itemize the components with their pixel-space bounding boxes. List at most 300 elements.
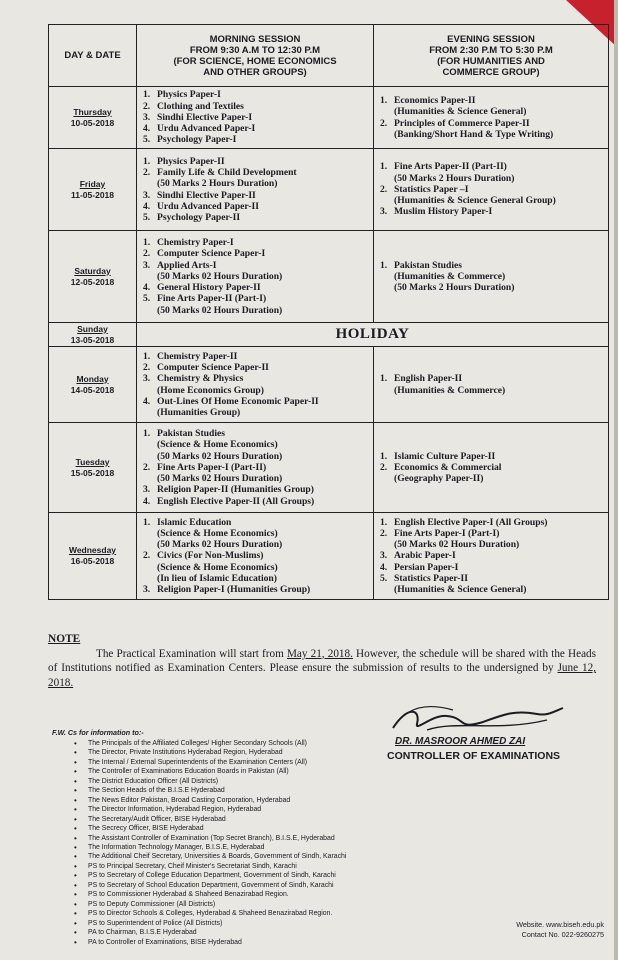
subject-name: English Elective Paper-I (All Groups): [394, 516, 548, 528]
subject-item: [143, 89, 369, 100]
subject-name: Chemistry & Physics: [157, 373, 244, 385]
subject-name: Fine Arts Paper-II (Part-II): [394, 161, 507, 173]
bullet-icon: •: [74, 814, 77, 824]
subject-name: (Science & Home Economics): [157, 439, 278, 451]
day-date-cell: [49, 323, 137, 347]
item-number: 2.: [143, 248, 151, 260]
item-number: [143, 528, 157, 539]
subject-item: [380, 271, 604, 282]
subject-item: [143, 190, 369, 201]
subject-name: Clothing and Textiles: [157, 100, 244, 112]
evening-subject-list: [374, 371, 608, 397]
subject-name: Sindhi Elective Paper-I: [157, 111, 253, 123]
evening-subject-list: [374, 515, 608, 597]
bullet-icon: •: [74, 776, 77, 786]
note-text-2: However, the schedule will be shared with the Heads of Institutions notified as Examination Centers. Please ensure the submission of results to the undersigned by: [48, 647, 596, 675]
exam-date: 14-05-2018: [70, 384, 115, 395]
subject-item: [143, 271, 369, 282]
evening-line: EVENING SESSION: [447, 33, 535, 45]
item-number: 3.: [143, 111, 151, 123]
subject-name: (Humanities & Science General Group): [394, 195, 556, 207]
subject-item: [380, 282, 604, 293]
recipient-text: PS to Director Schools & Colleges, Hyderabad & Shaheed Benazirabad Region.: [88, 910, 333, 918]
header-morning-session: [137, 25, 374, 87]
evening-session-cell: [374, 513, 609, 600]
item-number: 3.: [143, 584, 151, 595]
item-number: 3.: [143, 484, 151, 496]
day-date-cell: [49, 231, 137, 323]
evening-line: (FOR HUMANITIES AND: [437, 55, 545, 67]
recipient-text: The News Editor Pakistan, Broad Casting Corporation, Hyderabad: [88, 796, 291, 804]
recipient-item: [74, 900, 454, 909]
subject-name: Chemistry Paper-II: [157, 350, 238, 362]
evening-session-cell: [374, 347, 609, 423]
subject-name: Muslim History Paper-I: [394, 206, 493, 218]
subject-item: [380, 573, 604, 584]
subject-name: (Science & Home Economics): [157, 527, 278, 539]
subject-item: [143, 201, 369, 212]
subject-name: (Humanities & Commerce): [394, 384, 506, 396]
subject-item: [143, 439, 369, 450]
recipient-item: [74, 881, 454, 890]
header-day-date: DAY & DATE: [49, 25, 137, 87]
morning-session-cell: [137, 231, 374, 323]
item-number: 1.: [380, 450, 388, 462]
item-number: 1.: [380, 95, 388, 107]
item-number: [143, 305, 157, 316]
day-name: Wednesday: [68, 545, 117, 555]
item-number: 1.: [143, 350, 151, 362]
subject-item: [143, 282, 369, 293]
subject-name: Chemistry Paper-I: [157, 237, 234, 249]
bullet-icon: •: [74, 824, 77, 834]
item-number: [380, 539, 394, 550]
item-number: 4.: [143, 495, 151, 507]
item-number: 4.: [143, 282, 151, 294]
subject-name: English Paper-II: [394, 373, 463, 385]
bullet-icon: •: [74, 899, 77, 909]
recipient-text: The Information Technology Manager, B.I.S.E, Hyderabad: [88, 843, 265, 851]
bullet-icon: •: [74, 928, 77, 938]
day-name: Sunday: [77, 323, 108, 334]
item-number: 1.: [143, 237, 151, 249]
day-date-cell: [49, 149, 137, 231]
bullet-icon: •: [74, 757, 77, 767]
bullet-icon: •: [74, 748, 77, 758]
subject-name: Psychology Paper-I: [157, 134, 237, 146]
subject-item: [380, 528, 604, 539]
bullet-icon: •: [74, 739, 77, 748]
evening-session-cell: [374, 149, 609, 231]
bullet-icon: •: [74, 918, 77, 928]
holiday-cell: HOLIDAY: [137, 323, 609, 347]
recipient-item: [74, 862, 454, 871]
subject-name: Economics & Commercial: [394, 461, 502, 473]
bullet-icon: •: [74, 871, 77, 881]
bullet-icon: •: [74, 880, 77, 890]
subject-name: (50 Marks 2 Hours Duration): [157, 178, 278, 190]
subject-item: [143, 407, 369, 418]
subject-item: [380, 451, 604, 462]
exam-date: 13-05-2018: [70, 334, 115, 345]
subject-item: [380, 260, 604, 271]
subject-name: Computer Science Paper-I: [157, 248, 266, 260]
recipient-item: [74, 815, 454, 824]
recipient-item: [74, 796, 454, 805]
bullet-icon: •: [74, 795, 77, 805]
subject-name: (50 Marks 2 Hours Duration): [394, 282, 515, 294]
subject-name: Pakistan Studies: [157, 428, 225, 440]
item-number: 2.: [143, 167, 151, 179]
bullet-icon: •: [74, 767, 77, 777]
subject-item: [143, 123, 369, 134]
subject-item: [380, 550, 604, 561]
recipient-text: PA to Chairman, B.I.S.E Hyderabad: [88, 929, 197, 937]
bullet-icon: •: [74, 861, 77, 871]
evening-subject-list: [374, 258, 608, 296]
item-number: 4.: [380, 561, 388, 573]
schedule-body: [49, 87, 609, 600]
subject-name: (Humanities & Science General): [394, 584, 527, 595]
subject-name: Religion Paper-II (Humanities Group): [157, 484, 314, 496]
website-text: Website. www.biseh.edu.pk: [516, 920, 604, 929]
recipient-item: [74, 938, 454, 947]
subject-item: [380, 118, 604, 129]
day-name: Saturday: [74, 265, 111, 276]
item-number: 1.: [143, 428, 151, 440]
item-number: [143, 407, 157, 418]
item-number: 5.: [380, 572, 388, 584]
item-number: [143, 385, 157, 396]
morning-session-cell: [137, 347, 374, 423]
item-number: [143, 562, 157, 573]
subject-item: [380, 584, 604, 595]
item-number: [143, 451, 157, 462]
morning-session-cell: [137, 149, 374, 231]
bullet-icon: •: [74, 852, 77, 862]
header-evening-session: [374, 25, 609, 87]
recipient-text: The Director, Private Institutions Hyderabad Region, Hyderabad: [88, 749, 283, 757]
recipient-text: The District Education Officer (All Districts): [88, 777, 219, 785]
note-paragraph: [48, 647, 596, 691]
item-number: 4.: [143, 123, 151, 135]
subject-name: (Humanities & Commerce): [394, 270, 506, 282]
item-number: [143, 178, 157, 189]
subject-item: [143, 550, 369, 561]
subject-item: [380, 161, 604, 172]
exam-date: 10-05-2018: [70, 117, 115, 128]
bullet-icon: •: [74, 937, 77, 947]
evening-subject-list: [374, 93, 608, 142]
subject-item: [380, 106, 604, 117]
item-number: [143, 539, 157, 550]
recipient-item: [74, 919, 454, 928]
item-number: [380, 473, 394, 484]
evening-session-cell: [374, 87, 609, 149]
item-number: [380, 129, 394, 140]
item-number: 3.: [143, 373, 151, 385]
recipient-text: PS to Principal Secretary, Cheif Minister's Secretariat Sindh, Karachi: [88, 862, 297, 870]
morning-line: MORNING SESSION: [209, 33, 301, 45]
recipient-item: [74, 852, 454, 861]
item-number: 2.: [143, 100, 151, 112]
exam-date: 15-05-2018: [70, 467, 115, 478]
item-number: 1.: [380, 373, 388, 385]
morning-line: (FOR SCIENCE, HOME ECONOMICS: [173, 55, 337, 67]
morning-subject-list: [137, 154, 373, 225]
recipient-item: [74, 928, 454, 937]
subject-item: [143, 112, 369, 123]
item-number: 2.: [380, 527, 388, 539]
bullet-icon: •: [74, 909, 77, 919]
item-number: 5.: [143, 293, 151, 305]
recipient-text: The Additional Cheif Secretary, Universities & Boards, Government of Sindh, Karachi: [88, 853, 347, 861]
schedule-row: [49, 87, 609, 149]
subject-item: [380, 539, 604, 550]
recipient-text: PS to Secretary of School Education Department, Government of Sindh, Karachi: [88, 881, 334, 889]
item-number: 2.: [380, 183, 388, 195]
item-number: [143, 439, 157, 450]
recipient-item: [74, 834, 454, 843]
subject-name: Statistics Paper-II: [394, 572, 468, 584]
subject-name: Islamic Education: [157, 516, 232, 528]
subject-item: [380, 206, 604, 217]
subject-name: Fine Arts Paper-II (Part-I): [157, 293, 267, 305]
item-number: 2.: [143, 362, 151, 374]
recipient-item: [74, 890, 454, 899]
evening-subject-list: [374, 449, 608, 487]
subject-item: [143, 528, 369, 539]
recipient-text: The Section Heads of the B.I.S.E Hyderabad: [88, 787, 225, 795]
morning-session-cell: [137, 423, 374, 513]
subject-item: [143, 462, 369, 473]
bullet-icon: •: [74, 805, 77, 815]
subject-name: Religion Paper-I (Humanities Group): [157, 584, 311, 595]
subject-name: (50 Marks 02 Hours Duration): [157, 450, 283, 462]
bullet-icon: •: [74, 786, 77, 796]
recipient-text: PA to Controller of Examinations, BISE Hyderabad: [88, 938, 242, 946]
recipient-item: [74, 777, 454, 786]
exam-date: 16-05-2018: [70, 556, 115, 566]
recipient-text: The Principals of the Affiliated Colleges/ Higher Secondary Schools (All): [88, 740, 307, 747]
subject-name: Fine Arts Paper-I (Part-II): [157, 461, 267, 473]
subject-item: [143, 293, 369, 304]
item-number: 1.: [143, 516, 151, 528]
subject-name: Pakistan Studies: [394, 259, 462, 271]
item-number: 3.: [143, 189, 151, 201]
recipient-item: [74, 748, 454, 757]
recipient-item: [74, 767, 454, 776]
subject-item: [380, 195, 604, 206]
subject-item: [143, 351, 369, 362]
recipient-item: [74, 739, 454, 748]
subject-item: [380, 184, 604, 195]
recipient-item: [74, 824, 454, 833]
evening-subject-list: [374, 159, 608, 219]
recipient-item: [74, 805, 454, 814]
subject-item: [143, 396, 369, 407]
item-number: 1.: [380, 259, 388, 271]
subject-name: Family Life & Child Development: [157, 167, 297, 179]
morning-subject-list: [137, 235, 373, 317]
day-date-cell: [49, 423, 137, 513]
subject-name: Physics Paper-II: [157, 155, 225, 167]
subject-item: [143, 260, 369, 271]
subject-item: [143, 178, 369, 189]
subject-item: [380, 517, 604, 528]
item-number: 1.: [380, 516, 388, 528]
day-name: Friday: [79, 178, 106, 189]
exam-date: 12-05-2018: [70, 276, 115, 287]
signature-block: [387, 712, 587, 762]
item-number: 5.: [143, 134, 151, 146]
recipient-text: PS to Deputy Commissioner (All Districts): [88, 900, 216, 908]
item-number: 5.: [143, 211, 151, 223]
subject-name: English Elective Paper-II (All Groups): [157, 495, 315, 507]
subject-item: [143, 156, 369, 167]
subject-name: Physics Paper-I: [157, 89, 221, 101]
evening-session-cell: [374, 231, 609, 323]
subject-name: Urdu Advanced Paper-II: [157, 200, 259, 212]
recipient-item: [74, 909, 454, 918]
morning-session-cell: [137, 87, 374, 149]
subject-name: (Banking/Short Hand & Type Writing): [394, 128, 554, 140]
recipient-text: The Director Information, Hyderabad Region, Hyderabad: [88, 806, 262, 814]
signatory-title: CONTROLLER OF EXAMINATIONS: [387, 750, 561, 762]
subject-name: (Home Economics Group): [157, 384, 264, 396]
subject-name: (50 Marks 02 Hours Duration): [157, 270, 283, 282]
schedule-row: [49, 347, 609, 423]
subject-item: [143, 167, 369, 178]
evening-session-cell: [374, 423, 609, 513]
subject-item: [143, 385, 369, 396]
recipient-text: The Controller of Examinations Education Boards in Pakistan (All): [88, 768, 289, 776]
subject-name: (50 Marks 02 Hours Duration): [157, 539, 283, 551]
morning-subject-list: [137, 87, 373, 147]
item-number: 3.: [380, 550, 388, 562]
subject-name: (50 Marks 2 Hours Duration): [394, 172, 515, 184]
results-due-date: June 12, 2018.: [48, 662, 596, 689]
subject-item: [143, 237, 369, 248]
item-number: 4.: [143, 200, 151, 212]
handwritten-signature: [387, 702, 567, 736]
subject-name: Fine Arts Paper-I (Part-I): [394, 527, 500, 539]
subject-item: [380, 385, 604, 396]
subject-name: (Geography Paper-II): [394, 473, 484, 485]
morning-subject-list: [137, 515, 373, 597]
subject-name: (Humanities Group): [157, 406, 241, 418]
subject-name: Economics Paper-II: [394, 95, 476, 107]
evening-line: COMMERCE GROUP): [442, 66, 540, 78]
subject-name: (50 Marks 02 Hours Duration): [157, 473, 283, 485]
subject-name: Sindhi Elective Paper-II: [157, 189, 256, 201]
evening-line: FROM 2:30 P.M TO 5:30 P.M: [429, 44, 553, 56]
subject-name: Urdu Advanced Paper-I: [157, 123, 256, 135]
phone-text: Contact No. 022-9260275: [521, 929, 604, 939]
item-number: [380, 385, 394, 396]
morning-subject-list: [137, 349, 373, 420]
bullet-icon: •: [74, 842, 77, 852]
practical-start-date: May 21, 2018.: [286, 647, 353, 660]
recipient-text: The Secretary/Audit Officer, BISE Hyderabad: [88, 815, 226, 823]
recipient-item: [74, 786, 454, 795]
note-text-1: The Practical Examination will start from: [96, 647, 287, 660]
subject-item: [143, 573, 369, 584]
schedule-row: [49, 149, 609, 231]
recipient-text: PS to Secretary of College Education Department, Government of Sindh, Karachi: [88, 872, 336, 880]
item-number: 2.: [143, 461, 151, 473]
subject-item: [380, 473, 604, 484]
schedule-row: [49, 323, 609, 347]
recipients-list: [74, 739, 454, 947]
subject-item: [143, 451, 369, 462]
subject-name: Applied Arts-I: [157, 259, 217, 271]
subject-item: [143, 373, 369, 384]
schedule-row: [49, 423, 609, 513]
subject-name: Psychology Paper-II: [157, 211, 241, 223]
morning-subject-list: [137, 426, 373, 508]
exam-schedule-table: [48, 24, 609, 600]
item-number: 1.: [143, 155, 151, 167]
subject-item: [143, 305, 369, 316]
recipient-item: [74, 843, 454, 852]
subject-item: [143, 584, 369, 595]
item-number: [380, 584, 394, 595]
item-number: 3.: [380, 206, 388, 218]
schedule-row: [49, 231, 609, 323]
subject-name: (50 Marks 02 Hours Duration): [157, 304, 283, 316]
item-number: [380, 173, 394, 184]
subject-name: Islamic Culture Paper-II: [394, 450, 496, 462]
subject-item: [143, 248, 369, 259]
recipient-text: PS to Commissioner Hyderabad & Shaheed Benazirabad Region.: [88, 891, 289, 899]
subject-item: [143, 101, 369, 112]
morning-session-cell: [137, 513, 374, 600]
subject-item: [380, 373, 604, 384]
day-name: Monday: [76, 373, 109, 384]
note-heading: NOTE: [48, 633, 81, 645]
subject-item: [380, 129, 604, 140]
subject-name: Computer Science Paper-II: [157, 362, 269, 374]
bullet-icon: •: [74, 833, 77, 843]
item-number: [380, 282, 394, 293]
exam-date: 11-05-2018: [70, 189, 114, 200]
subject-item: [380, 562, 604, 573]
recipient-text: PS to Superintendent of Police (All Districts): [88, 919, 223, 927]
subject-name: (50 Marks 02 Hours Duration): [394, 539, 520, 551]
subject-name: (Humanities & Science General): [394, 106, 527, 118]
bullet-icon: •: [74, 890, 77, 900]
recipient-item: [74, 758, 454, 767]
subject-name: (In lieu of Islamic Education): [157, 572, 277, 584]
morning-line: AND OTHER GROUPS): [203, 66, 307, 78]
page-edge-shadow: [614, 0, 618, 960]
day-date-cell: [49, 87, 137, 149]
signatory-name: DR. MASROOR AHMED ZAI: [395, 736, 526, 747]
schedule-row: [49, 513, 609, 600]
recipient-text: The Secrecy Officer, BISE Hyderabad: [88, 825, 204, 833]
contact-block: [494, 920, 604, 939]
recipient-item: [74, 871, 454, 880]
item-number: 2.: [143, 550, 151, 562]
item-number: 3.: [143, 259, 151, 271]
subject-item: [143, 496, 369, 507]
subject-item: [143, 562, 369, 573]
day-name: Thursday: [73, 106, 112, 117]
day-date-cell: [49, 347, 137, 423]
subject-name: Out-Lines Of Home Economic Paper-II: [157, 395, 319, 407]
fwc-heading: F.W. Cs for information to:-: [52, 728, 144, 737]
